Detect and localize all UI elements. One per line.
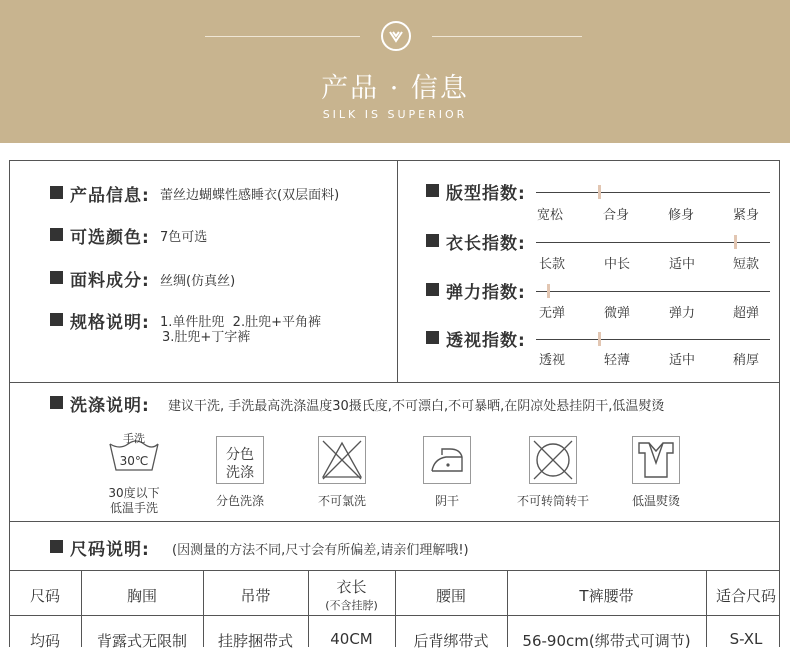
size-table-cell: 挂脖捆带式	[217, 632, 293, 650]
fit-index-scale	[536, 192, 770, 193]
no-tumble-dry-icon	[529, 436, 577, 484]
size-table-cell: 56-90cm(绑带式可调节)	[522, 632, 691, 650]
bullet-icon	[50, 396, 63, 409]
size-table-cell: 均码	[29, 632, 60, 650]
size-table-header: 衣长	[336, 578, 367, 596]
fit-index-marker	[598, 185, 601, 199]
size-table-cell: 后背绑带式	[413, 632, 489, 650]
length-index-marker	[734, 235, 737, 249]
scale-tick: 宽松	[537, 208, 564, 223]
no-tumble-dry-caption: 不可转筒转干	[516, 494, 589, 508]
color-options-value: 7色可选	[160, 230, 208, 245]
banner-divider-left	[205, 36, 360, 37]
size-label: 尺码说明:	[70, 540, 150, 560]
hand-wash-caption-2: 低温手洗	[109, 501, 158, 515]
bullet-icon	[426, 283, 439, 296]
scale-tick: 微弹	[604, 306, 631, 321]
scale-tick: 适中	[669, 353, 696, 368]
size-table-header: 吊带	[240, 587, 271, 605]
product-info-label: 产品信息:	[70, 186, 150, 206]
sheer-index-marker	[598, 332, 601, 346]
size-table-header-sub: (不含挂脖)	[325, 599, 378, 612]
no-bleach-caption: 不可氯洗	[317, 494, 366, 508]
bullet-icon	[426, 184, 439, 197]
scale-tick: 轻薄	[604, 353, 631, 368]
low-iron-icon	[632, 436, 680, 484]
size-table-header: 适合尺码	[715, 587, 776, 605]
banner-subtitle: SILK IS SUPERIOR	[322, 108, 468, 121]
scale-tick: 紧身	[733, 208, 760, 223]
no-bleach-icon	[318, 436, 366, 484]
shade-dry-caption: 阴干	[434, 494, 459, 508]
hand-wash-top-text: 手洗	[123, 432, 145, 445]
bullet-icon	[50, 540, 63, 553]
elasticity-index-label: 弹力指数:	[446, 283, 526, 303]
sheer-index-scale	[536, 339, 770, 340]
bullet-icon	[50, 271, 63, 284]
scale-tick: 合身	[603, 208, 630, 223]
fabric-value: 丝绸(仿真丝)	[160, 274, 236, 289]
product-info-value: 蕾丝边蝴蝶性感睡衣(双层面料)	[160, 188, 340, 203]
size-table-header: 胸围	[126, 587, 157, 605]
section-divider-size	[9, 521, 780, 522]
scale-tick: 中长	[604, 257, 631, 272]
low-iron-caption: 低温熨烫	[631, 494, 680, 508]
size-table-header: T裤腰带	[579, 587, 634, 605]
scale-tick: 无弹	[539, 306, 566, 321]
scale-tick: 超弹	[733, 306, 760, 321]
size-table-header: 尺码	[29, 587, 60, 605]
size-table-cell: 40CM	[330, 630, 373, 648]
banner-divider-right	[432, 36, 582, 37]
scale-tick: 修身	[668, 208, 695, 223]
spec-value-line2: 3.肚兜+丁字裤	[162, 330, 251, 345]
size-table-header: 腰围	[435, 587, 466, 605]
scale-tick: 稍厚	[733, 353, 760, 368]
scale-tick: 长款	[539, 257, 566, 272]
bullet-icon	[50, 186, 63, 199]
shade-dry-icon	[423, 436, 471, 484]
scale-tick: 适中	[669, 257, 696, 272]
elasticity-index-scale	[536, 291, 770, 292]
section-divider-wash	[9, 382, 780, 383]
wash-text: 建议干洗, 手洗最高洗涤温度30摄氏度,不可漂白,不可暴晒,在阴凉处悬挂阴干,低温熨烫	[168, 399, 665, 414]
spec-value-line1: 1.单件肚兜 2.肚兜+平角裤	[160, 315, 321, 330]
spec-label: 规格说明:	[70, 313, 150, 333]
separate-wash-text-2: 洗涤	[226, 465, 254, 481]
hand-wash-caption: 30度以下	[108, 486, 160, 500]
size-note: (因测量的方法不同,尺寸会有所偏差,请亲们理解哦!)	[172, 543, 469, 558]
color-options-label: 可选颜色:	[70, 228, 150, 248]
banner-title: 产品 · 信息	[321, 73, 469, 104]
size-table-cell: S-XL	[729, 630, 763, 648]
sheer-index-label: 透视指数:	[446, 331, 526, 351]
bullet-icon	[426, 331, 439, 344]
bullet-icon	[426, 234, 439, 247]
size-table-cell: 背露式无限制	[96, 632, 187, 650]
elasticity-index-marker	[547, 284, 550, 298]
fabric-label: 面料成分:	[70, 271, 150, 291]
chevron-down-icon	[381, 21, 411, 51]
scale-tick: 透视	[539, 353, 566, 368]
separate-wash-caption: 分色洗涤	[215, 494, 264, 508]
info-column-divider	[397, 160, 398, 382]
wash-label: 洗涤说明:	[70, 396, 150, 416]
scale-tick: 弹力	[669, 306, 696, 321]
fit-index-label: 版型指数:	[446, 184, 526, 204]
length-index-label: 衣长指数:	[446, 234, 526, 254]
bullet-icon	[50, 228, 63, 241]
bullet-icon	[50, 313, 63, 326]
hand-wash-temp: 30℃	[119, 454, 149, 468]
scale-tick: 短款	[733, 257, 760, 272]
separate-wash-text-1: 分色	[226, 447, 254, 463]
